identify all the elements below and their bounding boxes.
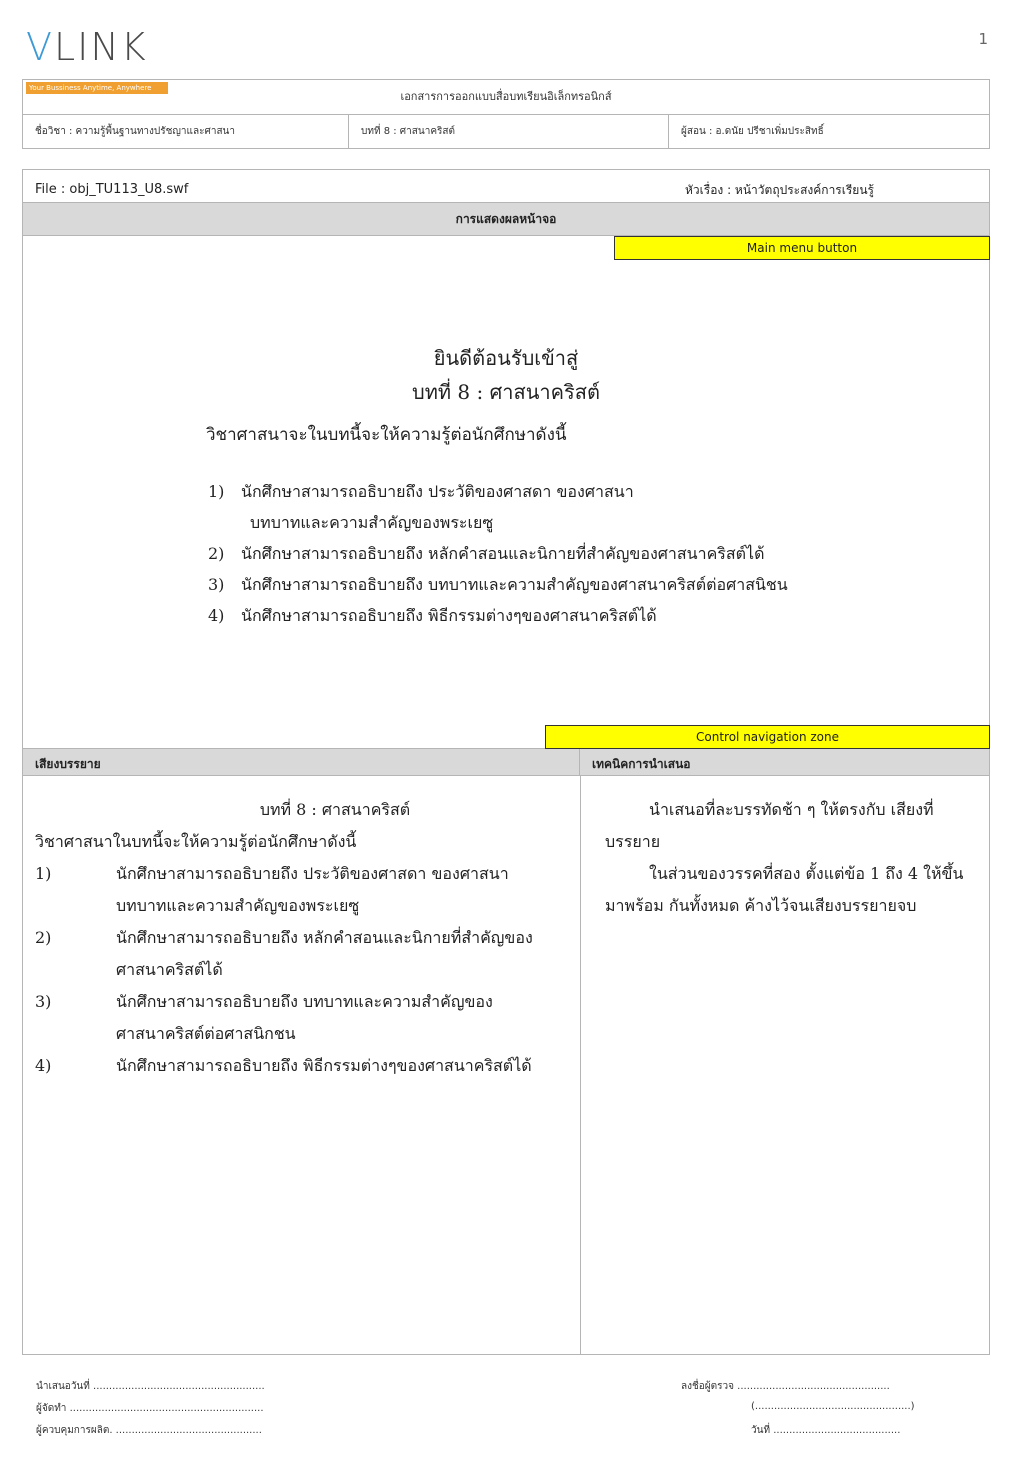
storyboard-frame xyxy=(22,169,990,1355)
narration-header: เสียงบรรยาย xyxy=(23,749,580,775)
welcome-line-1: ยินดีต้อนรับเข้าสู่ xyxy=(433,346,579,370)
narration-item-3: 3) นักศึกษาสามารถอธิบายถึง บทบาทและความสำคัญของ ศาสนาคริสต์ต่อศาสนิกชน xyxy=(35,992,493,1043)
narration-title: บทที่ 8 : ศาสนาคริสต์ xyxy=(259,800,411,819)
narration-item-2: 2) นักศึกษาสามารถอธิบายถึง หลักคำสอนและนิกายที่สำคัญของ ศาสนาคริสต์ได้ xyxy=(35,928,533,979)
footer-reviewer-sign: ลงชื่อผู้ตรวจ ................................................ xyxy=(681,1381,890,1392)
logo-tagline: Your Bussiness Anytime, Anywhere xyxy=(26,82,168,94)
narration-item-1: 1) นักศึกษาสามารถอธิบายถึง ประวัติของศาสดา ของศาสนา บทบาทและความสำคัญของพระเยซู xyxy=(35,864,509,915)
screen-display-header: การแสดงผลหน้าจอ xyxy=(23,203,989,236)
page-number: 1 xyxy=(978,30,988,48)
footer-reviewer-name: (.................................................) xyxy=(751,1401,915,1412)
technique-paragraph-2: ในส่วนของวรรคที่สอง ตั้งแต่ข้อ 1 ถึง 4 ให้ขึ้นมาพร้อม กันทั้งหมด ค้างไว้จนเสียงบรรยายจบ xyxy=(605,864,964,915)
control-navigation-zone[interactable]: Control navigation zone xyxy=(545,725,990,749)
topic: หัวเรื่อง : หน้าวัตถุประสงค์การเรียนรู้ xyxy=(685,183,874,197)
main-menu-button-zone[interactable]: Main menu button xyxy=(614,236,990,260)
document-title: เอกสารการออกแบบสื่อบทเรียนอิเล็กทรอนิกส์ xyxy=(23,80,989,115)
file-info-row xyxy=(23,170,989,203)
course-name: ชื่อวิชา : ความรู้พื้นฐานทางปรัชญาและศาสนา xyxy=(23,114,349,149)
welcome-line-2: บทที่ 8 : ศาสนาคริสต์ xyxy=(412,380,600,404)
objective-2: 2) นักศึกษาสามารถอธิบายถึง หลักคำสอนและนิกายที่สำคัญของศาสนาคริสต์ได้ xyxy=(208,544,765,563)
technique-paragraph-1: นำเสนอที่ละบรรทัดช้า ๆ ให้ตรงกับ เสียงที่บรรยาย xyxy=(605,800,934,851)
footer-date: วันที่ ........................................ xyxy=(751,1425,901,1436)
narration-text xyxy=(35,794,575,1082)
document-header xyxy=(22,79,990,149)
logo-wordmark: VLINK xyxy=(26,25,148,69)
objective-1-cont: บทบาทและความสำคัญของพระเยซู xyxy=(250,513,494,532)
narration-intro: วิชาศาสนาในบทนี้จะให้ความรู้ต่อนักศึกษาดังนี้ xyxy=(35,832,357,851)
footer-presented-date: นำเสนอวันที่ ...................................................... xyxy=(36,1381,265,1392)
instructor-name: ผู้สอน : อ.ดนัย ปรีชาเพิ่มประสิทธิ์ xyxy=(681,126,824,137)
screen-intro: วิชาศาสนาจะในบทนี้จะให้ความรู้ต่อนักศึกษาดังนี้ xyxy=(206,425,567,445)
chapter-name: บทที่ 8 : ศาสนาคริสต์ xyxy=(349,114,669,149)
technique-text xyxy=(605,794,975,922)
footer-controller: ผู้ควบคุมการผลิต. .............................................. xyxy=(36,1425,262,1436)
technique-header: เทคนิคการนำเสนอ xyxy=(592,757,691,771)
screen-preview xyxy=(23,236,989,749)
objective-3: 3) นักศึกษาสามารถอธิบายถึง บทบาทและความสำคัญของศาสนาคริสต์ต่อศาสนิชน xyxy=(208,575,788,594)
column-divider xyxy=(580,776,581,1354)
column-header-row xyxy=(23,749,989,776)
objective-4: 4) นักศึกษาสามารถอธิบายถึง พิธีกรรมต่างๆของศาสนาคริสต์ได้ xyxy=(208,606,657,625)
file-name: File : obj_TU113_U8.swf xyxy=(35,182,189,197)
objective-1: 1) นักศึกษาสามารถอธิบายถึง ประวัติของศาสดา ของศาสนา xyxy=(208,482,634,501)
footer-producer: ผู้จัดทำ ............................................................. xyxy=(36,1403,264,1414)
vlink-logo xyxy=(24,24,170,92)
narration-item-4: 4) นักศึกษาสามารถอธิบายถึง พิธีกรรมต่างๆของศาสนาคริสต์ได้ xyxy=(35,1056,532,1075)
